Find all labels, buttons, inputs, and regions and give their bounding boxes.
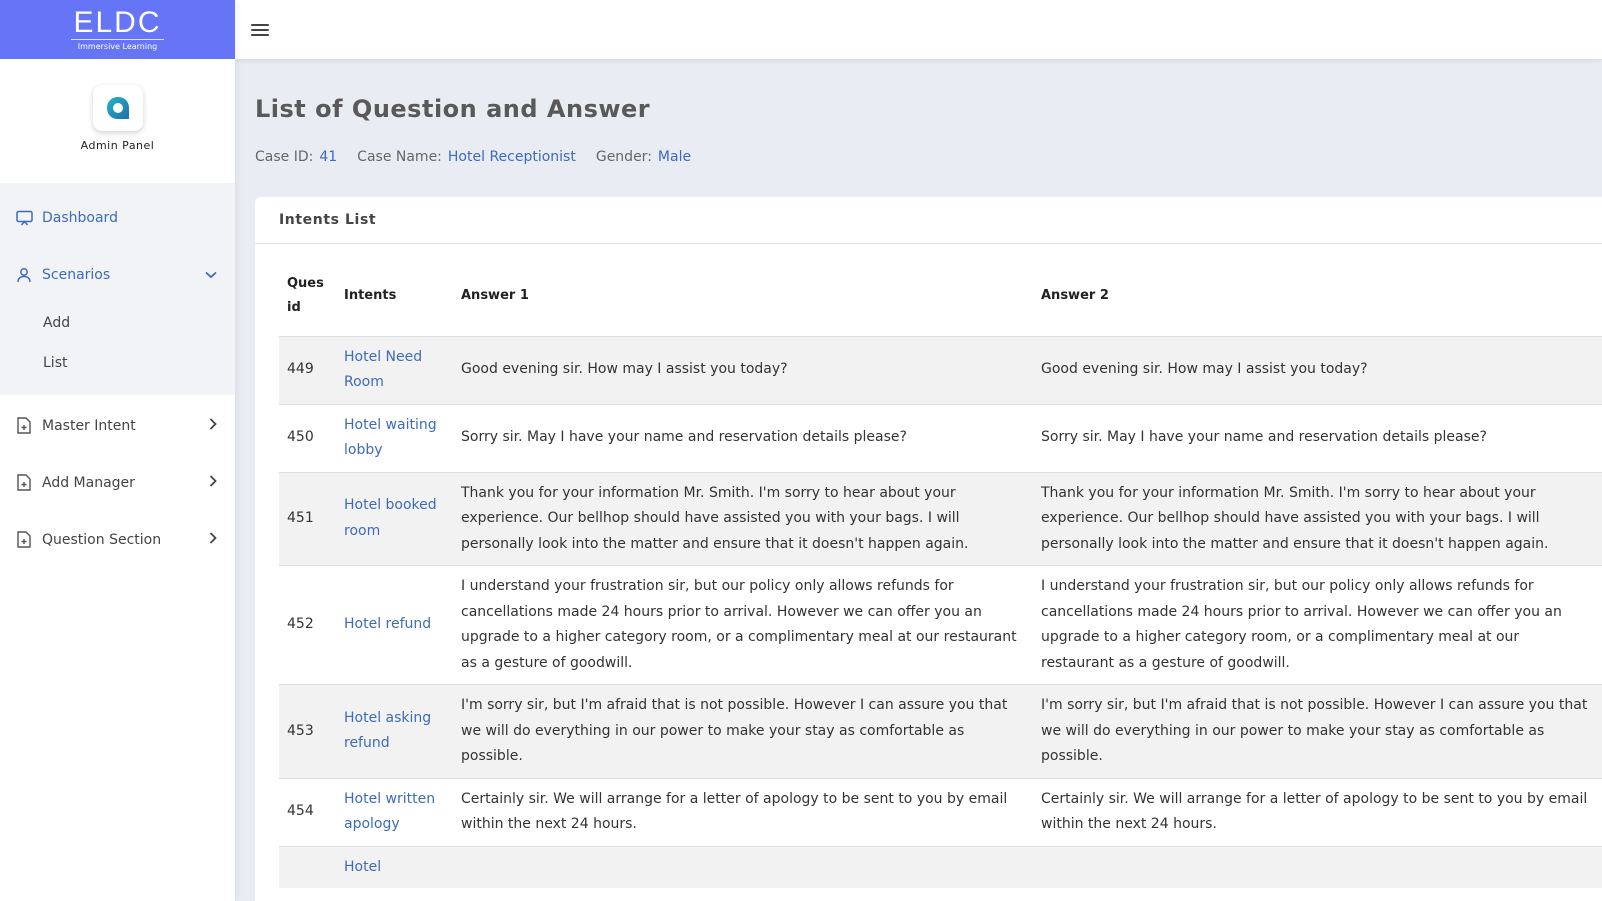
ques-id-cell bbox=[279, 846, 336, 888]
table-header-row bbox=[279, 256, 1602, 336]
gender-label: Gender: bbox=[595, 149, 652, 165]
case-name-value: Hotel Receptionist bbox=[447, 149, 576, 165]
sidebar-item-dashboard[interactable] bbox=[0, 189, 235, 246]
case-id-value: 41 bbox=[319, 149, 338, 165]
sidebar bbox=[0, 0, 235, 901]
table-row bbox=[279, 336, 1602, 404]
card-title: Intents List bbox=[255, 197, 1602, 244]
user-icon bbox=[15, 266, 33, 284]
answer-1-cell: Good evening sir. How may I assist you today? bbox=[453, 336, 1033, 404]
answer-2-cell: Good evening sir. How may I assist you today? bbox=[1033, 336, 1602, 404]
header-intents[interactable]: Intents bbox=[344, 287, 397, 303]
brand-tagline: Immersive Learning bbox=[77, 41, 158, 51]
page-title: List of Question and Answer bbox=[255, 95, 651, 123]
case-meta bbox=[255, 149, 1602, 165]
table-row bbox=[279, 778, 1602, 846]
case-name-label: Case Name: bbox=[357, 149, 442, 165]
answer-1-cell: I understand your frustration sir, but our policy only allows refunds for cancellations made 24 hours prior to arrival. However we can offer you an upgrade to a higher category room, or a complimentary meal at our restaurant as a gesture of goodwill. bbox=[461, 578, 1017, 671]
document-plus-icon bbox=[15, 531, 33, 549]
sidebar-item-label: Dashboard bbox=[42, 209, 118, 226]
brand-name: ELDC bbox=[73, 5, 162, 39]
sidebar-item-label: Master Intent bbox=[42, 417, 136, 434]
intents-table bbox=[279, 256, 1602, 888]
sidebar-item-label: Add Manager bbox=[42, 474, 135, 491]
sidebar-item-label: Question Section bbox=[42, 531, 162, 548]
main-content bbox=[255, 59, 1602, 901]
ques-id-cell: 454 bbox=[287, 803, 314, 820]
nav-active-group bbox=[0, 183, 235, 395]
ques-id-cell: 449 bbox=[279, 336, 336, 404]
table-row bbox=[279, 404, 1602, 472]
gender-field bbox=[596, 149, 691, 165]
answer-2-cell: I'm sorry sir, but I'm afraid that is not possible. However I can assure you that we will do everything in our power to make your stay as comfortable as possible. bbox=[1033, 685, 1602, 779]
monitor-icon bbox=[15, 209, 33, 227]
case-id-field bbox=[255, 149, 337, 165]
intent-link[interactable]: Hotel waiting lobby bbox=[344, 416, 437, 458]
sidebar-item-scenarios[interactable] bbox=[0, 246, 235, 303]
case-name-field bbox=[357, 149, 576, 165]
chevron-right-icon[interactable] bbox=[209, 532, 217, 548]
document-plus-icon bbox=[15, 417, 33, 435]
chevron-right-icon[interactable] bbox=[209, 418, 217, 434]
answer-1-cell: Sorry sir. May I have your name and reservation details please? bbox=[461, 429, 907, 446]
answer-1-cell: Thank you for your information Mr. Smith. I'm sorry to hear about your experience. Our bellhop should have assisted you with your bags. I will personally look into the matter and ensure that it doesn't happen again. bbox=[453, 472, 1033, 566]
answer-2-cell: Thank you for your information Mr. Smith. I'm sorry to hear about your experience. Our bellhop should have assisted you with your bags. I will personally look into the matter and ensure that it doesn't happen again. bbox=[1033, 472, 1602, 566]
intent-link[interactable]: Hotel booked room bbox=[336, 472, 453, 566]
header-answer-2[interactable]: Answer 2 bbox=[1041, 287, 1109, 303]
chevron-down-icon[interactable] bbox=[205, 267, 217, 283]
brand-logo[interactable] bbox=[0, 0, 235, 59]
document-plus-icon bbox=[15, 474, 33, 492]
sidebar-item-master-intent[interactable] bbox=[0, 397, 235, 454]
sidebar-subitem-list[interactable]: List bbox=[43, 355, 68, 371]
intent-link[interactable]: Hotel written apology bbox=[344, 790, 436, 832]
profile-section bbox=[0, 59, 235, 183]
answer-1-cell: I'm sorry sir, but I'm afraid that is not possible. However I can assure you that we will do everything in our power to make your stay as comfortable as possible. bbox=[453, 685, 1033, 779]
hamburger-icon[interactable] bbox=[250, 22, 270, 38]
ques-id-cell: 451 bbox=[279, 472, 336, 566]
answer-2-cell bbox=[1033, 846, 1602, 888]
ques-id-cell: 453 bbox=[279, 685, 336, 779]
header-answer-1[interactable]: Answer 1 bbox=[461, 287, 529, 303]
nav-other-group bbox=[0, 395, 235, 568]
answer-2-cell: I understand your frustration sir, but our policy only allows refunds for cancellations made 24 hours prior to arrival. However we can offer you an upgrade to a higher category room, or a complimentary meal at our restaurant as a gesture of goodwill. bbox=[1041, 578, 1562, 671]
answer-1-cell: Certainly sir. We will arrange for a letter of apology to be sent to you by email within the next 24 hours. bbox=[461, 790, 1008, 832]
header-ques-id[interactable]: Ques id bbox=[287, 275, 324, 315]
answer-1-cell bbox=[453, 846, 1033, 888]
table-row bbox=[279, 846, 1602, 888]
admin-logo-icon bbox=[93, 85, 143, 131]
table-row bbox=[279, 472, 1602, 566]
intent-link[interactable]: Hotel Need Room bbox=[336, 336, 453, 404]
sidebar-item-label: Scenarios bbox=[42, 266, 111, 283]
ques-id-cell: 450 bbox=[287, 429, 314, 446]
table-wrapper bbox=[255, 244, 1602, 888]
answer-2-cell: Sorry sir. May I have your name and reservation details please? bbox=[1041, 429, 1487, 446]
table-row bbox=[279, 685, 1602, 779]
intent-link[interactable]: Hotel refund bbox=[344, 616, 432, 633]
intent-link[interactable]: Hotel asking refund bbox=[336, 685, 453, 779]
chevron-right-icon[interactable] bbox=[209, 475, 217, 491]
sidebar-item-add-manager[interactable] bbox=[0, 454, 235, 511]
admin-panel-label: Admin Panel bbox=[80, 139, 155, 152]
topbar bbox=[235, 0, 1602, 59]
intents-card bbox=[255, 197, 1602, 901]
sidebar-item-question-section[interactable] bbox=[0, 511, 235, 568]
gender-value: Male bbox=[657, 149, 692, 165]
table-row bbox=[279, 566, 1602, 685]
intent-link[interactable]: Hotel bbox=[336, 846, 453, 888]
sidebar-subitem-add[interactable]: Add bbox=[43, 315, 71, 331]
case-id-label: Case ID: bbox=[255, 149, 314, 165]
ques-id-cell: 452 bbox=[287, 616, 314, 633]
answer-2-cell: Certainly sir. We will arrange for a letter of apology to be sent to you by email within the next 24 hours. bbox=[1041, 790, 1588, 832]
